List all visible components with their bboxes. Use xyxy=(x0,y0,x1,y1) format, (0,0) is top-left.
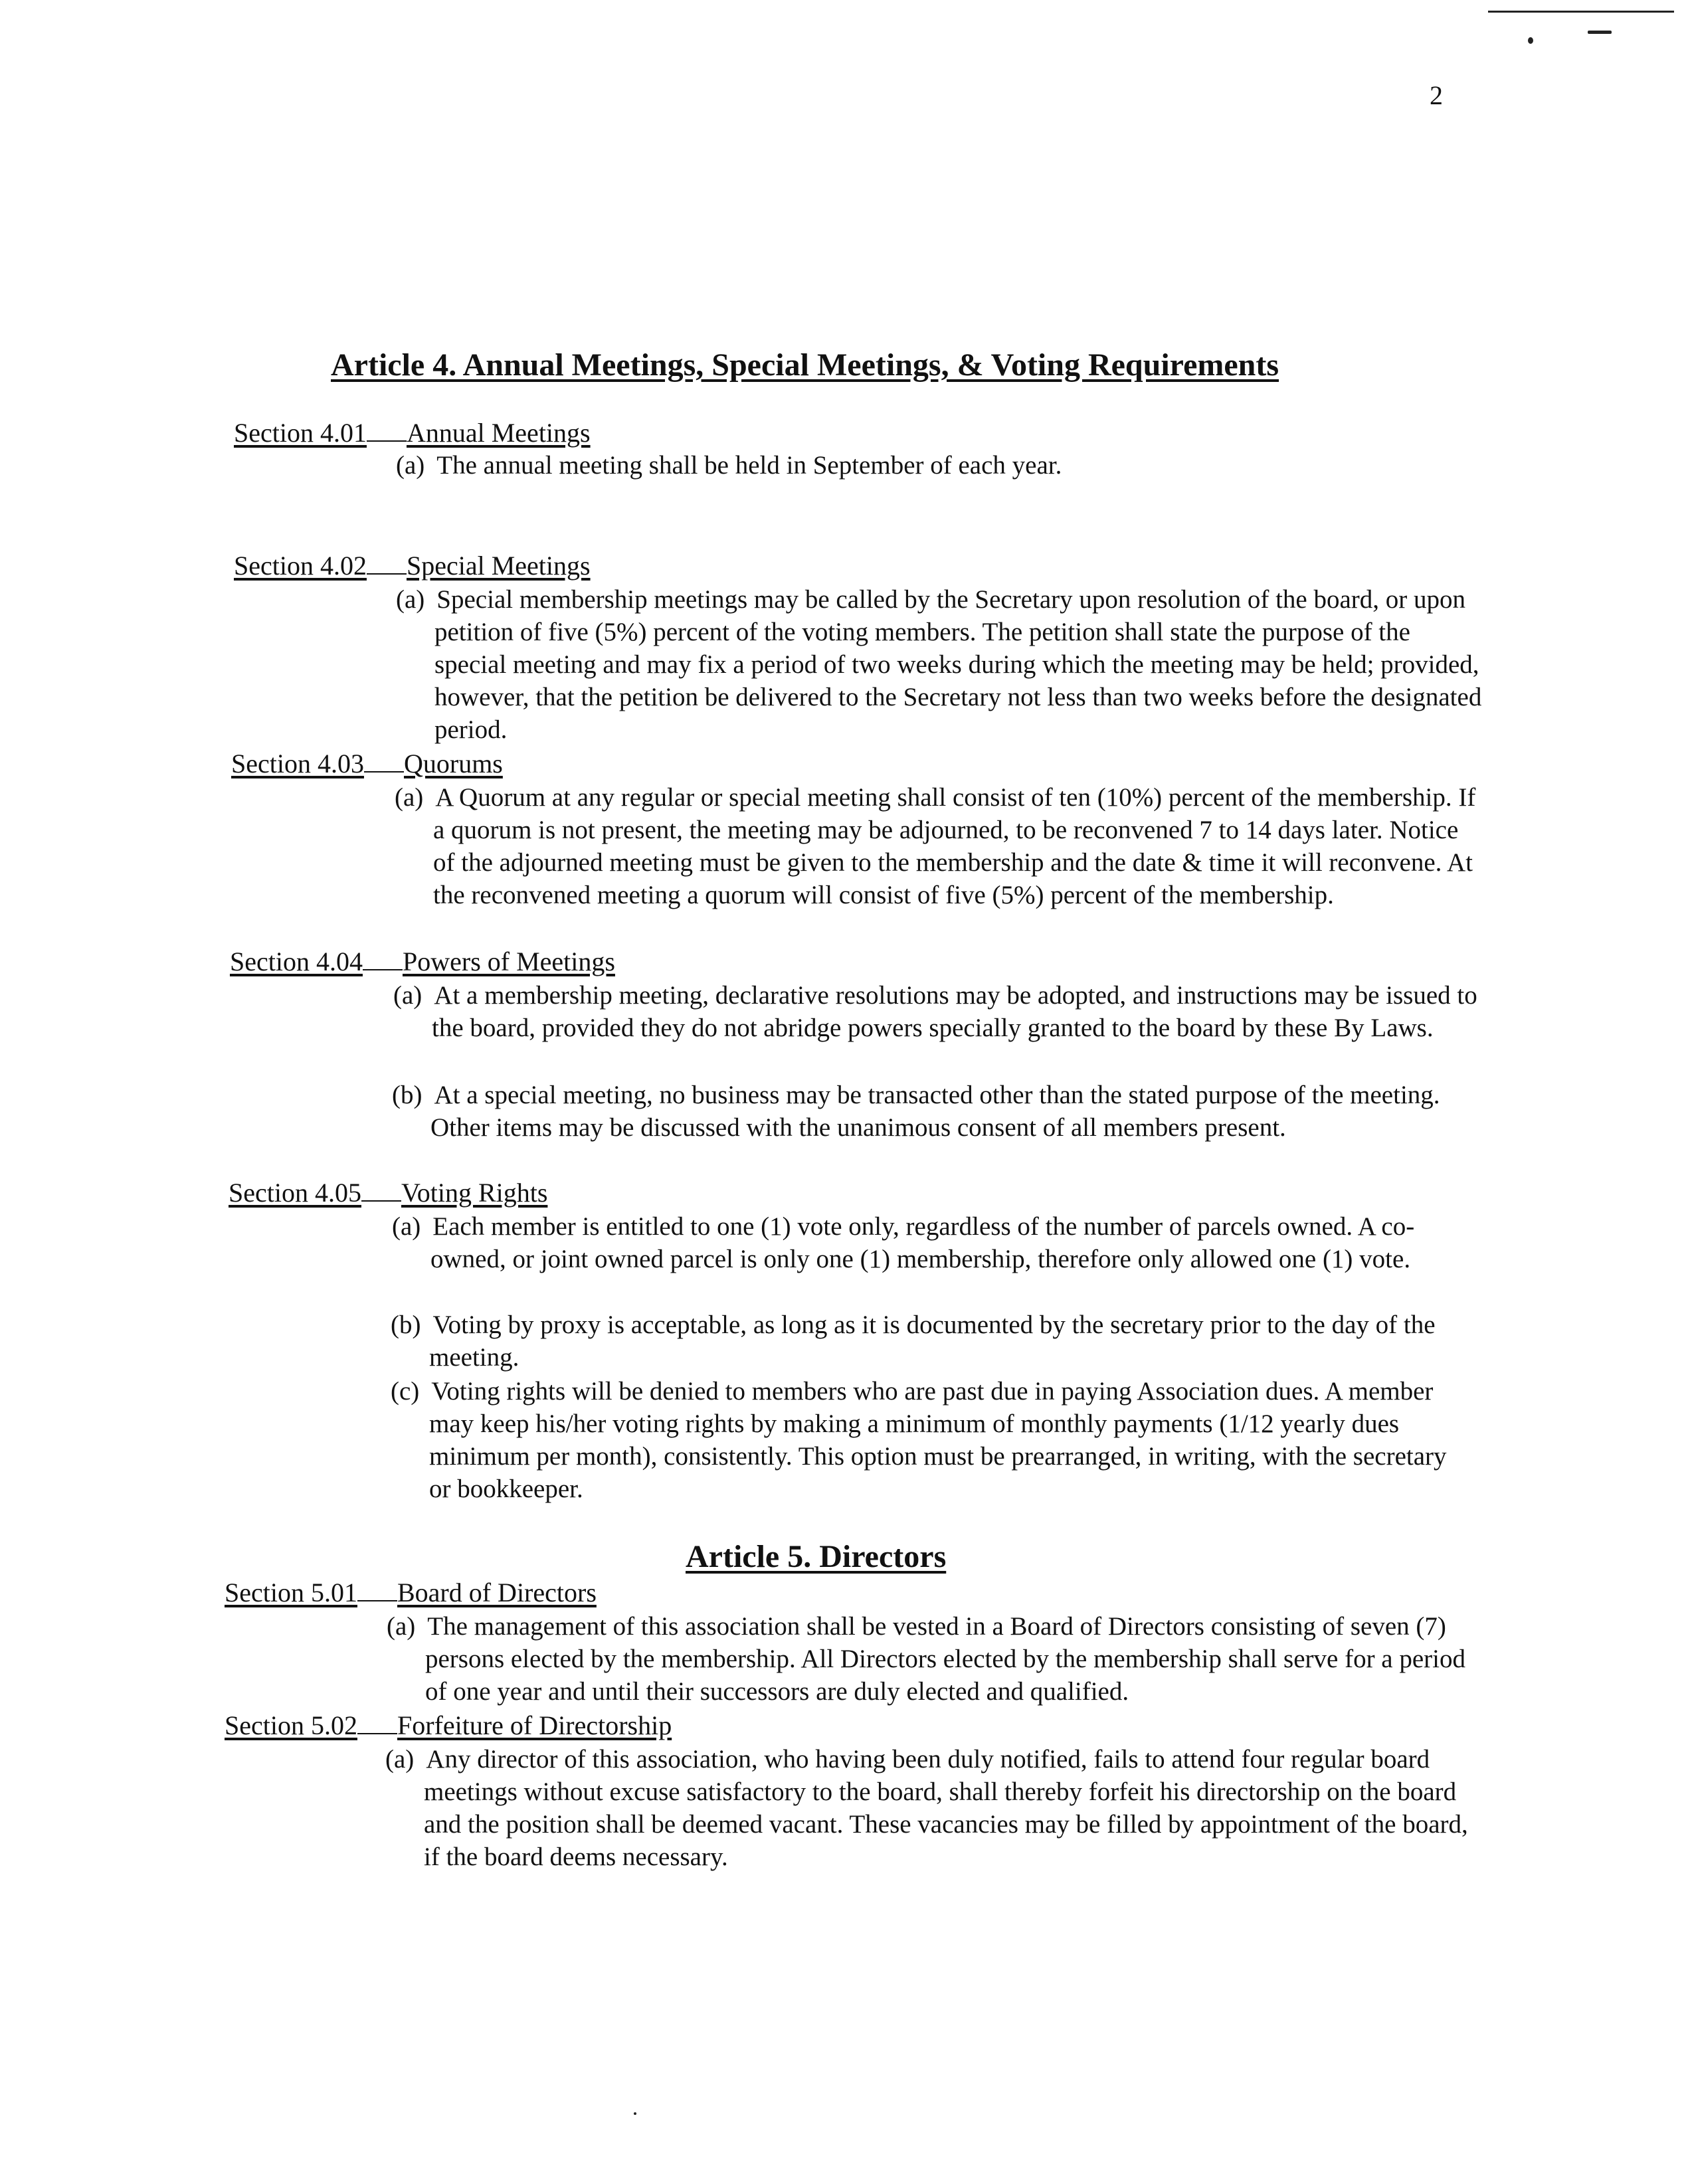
page-number: 2 xyxy=(1430,80,1443,110)
paragraph-4-05-a xyxy=(392,1210,1454,1275)
section-title: Annual Meetings xyxy=(406,418,591,448)
paragraph-text: Special membership meetings may be called by the Secretary upon resolution of the board, or upon petition of five (5%) percent of the voting members. The petition shall state the purpose of the special meeting and may fix a period of two weeks during which the meeting may be held; provided, however, that the petition be delivered to the Secretary not less than two weeks before the designated period. xyxy=(434,585,1482,744)
paragraph-text: The annual meeting shall be held in September of each year. xyxy=(436,451,1062,480)
paragraph-text: Voting rights will be denied to members who are past due in paying Association dues. A member may keep his/her voting rights by making a minimum of monthly payments (1/12 yearly dues minimum per month), consistently. This option must be prearranged, in writing, with the secretary or bookkeeper. xyxy=(429,1377,1447,1503)
paragraph-text: At a special meeting, no business may be transacted other than the stated purpose of the meeting. Other items may be discussed with the unanimous consent of all members present. xyxy=(430,1081,1440,1142)
paragraph-label: (a) xyxy=(396,451,425,480)
scan-speck xyxy=(1588,31,1612,34)
paragraph-4-04-a xyxy=(393,979,1484,1044)
section-label: Section 5.01 xyxy=(225,1578,357,1607)
section-4-05-heading xyxy=(229,1177,547,1209)
section-4-02-heading xyxy=(234,550,591,582)
section-label: Section 4.02 xyxy=(234,551,367,581)
section-rule xyxy=(367,567,407,575)
paragraph-4-01-a xyxy=(396,449,1419,482)
section-label: Section 4.01 xyxy=(234,418,367,448)
section-rule xyxy=(367,434,407,442)
paragraph-4-05-b xyxy=(391,1309,1465,1374)
scan-speck xyxy=(634,2112,636,2115)
paragraph-text: At a membership meeting, declarative resolutions may be adopted, and instructions may be issued to the board, provided they do not abridge powers specially granted to the board by these By Laws. xyxy=(432,981,1477,1042)
article-4-title: Article 4. Annual Meetings, Special Meetings, & Voting Requirements xyxy=(331,347,1279,383)
paragraph-text: Any director of this association, who having been duly notified, fails to attend four regular board meetings without excuse satisfactory to the board, shall thereby forfeit his directorship on the board and the position shall be deemed vacant. These vacancies may be filled by appointment of the board, if the board deems necessary. xyxy=(424,1745,1468,1871)
paragraph-label: (b) xyxy=(391,1311,421,1339)
section-title: Forfeiture of Directorship xyxy=(397,1710,672,1740)
section-4-03-heading xyxy=(231,748,503,780)
paragraph-text: Voting by proxy is acceptable, as long as it is documented by the secretary prior to the day of the meeting. xyxy=(429,1311,1436,1372)
section-title: Board of Directors xyxy=(397,1578,597,1607)
paragraph-5-01-a xyxy=(387,1610,1475,1708)
section-rule xyxy=(363,962,403,970)
paragraph-text: The management of this association shall be vested in a Board of Directors consisting of seven (7) persons elected by the membership. All Directors elected by the membership shall serve for a period of one year and until their successors are duly elected and qualified. xyxy=(425,1612,1465,1706)
section-rule xyxy=(364,765,404,773)
section-label: Section 4.04 xyxy=(230,947,363,976)
section-label: Section 4.03 xyxy=(231,749,364,778)
paragraph-label: (b) xyxy=(392,1081,423,1109)
section-rule xyxy=(361,1194,401,1202)
scan-mark-line xyxy=(1488,11,1674,13)
paragraph-4-02-a xyxy=(396,583,1484,746)
section-4-01-heading xyxy=(234,417,591,449)
section-rule xyxy=(357,1593,397,1601)
paragraph-text: A Quorum at any regular or special meeting shall consist of ten (10%) percent of the membership. If a quorum is not present, the meeting may be adjourned, to be reconvened 7 to 14 days later. Notice of the adjourned meeting must be given to the membership and the date & time it will reconvene. At the reconvened meeting a quorum will consist of five (5%) percent of the membership. xyxy=(433,783,1476,909)
paragraph-5-02-a xyxy=(385,1743,1473,1873)
article-5-title: Article 5. Directors xyxy=(686,1539,947,1574)
section-5-01-heading xyxy=(225,1577,597,1609)
scan-speck xyxy=(1528,37,1533,44)
section-title: Quorums xyxy=(403,749,503,778)
paragraph-label: (a) xyxy=(385,1745,415,1774)
paragraph-4-03-a xyxy=(395,781,1484,911)
paragraph-label: (a) xyxy=(395,783,424,812)
section-title: Special Meetings xyxy=(406,551,591,581)
section-4-04-heading xyxy=(230,946,615,978)
paragraph-label: (c) xyxy=(391,1377,420,1406)
section-title: Voting Rights xyxy=(401,1178,548,1208)
section-5-02-heading xyxy=(225,1710,672,1742)
section-title: Powers of Meetings xyxy=(402,947,615,976)
section-label: Section 4.05 xyxy=(229,1178,361,1208)
paragraph-label: (a) xyxy=(396,585,425,614)
paragraph-label: (a) xyxy=(387,1612,416,1641)
section-label: Section 5.02 xyxy=(225,1710,357,1740)
section-rule xyxy=(357,1726,397,1734)
paragraph-4-05-c xyxy=(391,1375,1465,1505)
paragraph-text: Each member is entitled to one (1) vote only, regardless of the number of parcels owned. A co-owned, or joint owned parcel is only one (1) membership, therefore only allowed one (1) vote. xyxy=(430,1212,1415,1273)
paragraph-label: (a) xyxy=(393,981,423,1010)
paragraph-4-04-b xyxy=(392,1079,1484,1144)
paragraph-label: (a) xyxy=(392,1212,421,1241)
